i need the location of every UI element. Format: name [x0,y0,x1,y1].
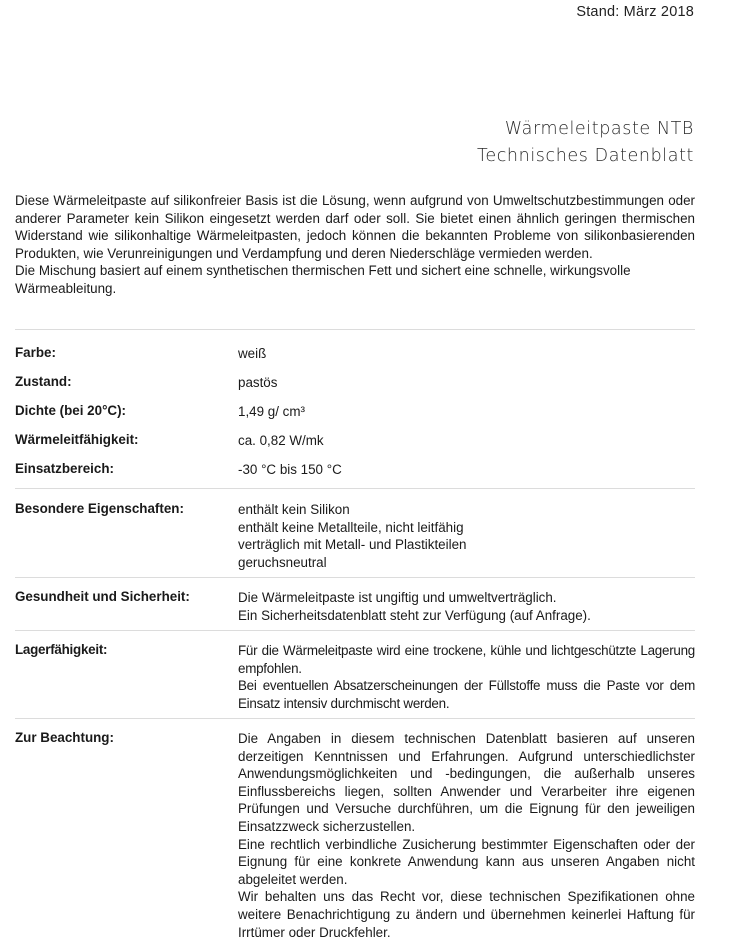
intro-paragraph: Diese Wärmeleitpaste auf silikonfreier Basis ist die Lösung, wenn aufgrund von Umweltschutzbestimmungen oder anderer Parameter kein Silikon eingesetzt werden darf oder soll. Sie bietet einen ähnlich geringen thermischen Widerstand wie silikonhaltige Wärmeleitpasten, jedoch können die bekannten Probleme von silikonbasierenden Produkten, wie Verunreinigungen und Verdampfung und deren Niederschläge vermieden werden. [15,193,695,261]
property-value: ca. 0,82 W/mk [238,433,324,448]
feature-line: verträglich mit Metall- und Plastikteilen [238,537,467,553]
disclaimer-paragraph: Wir behalten uns das Recht vor, diese technischen Spezifikationen ohne weitere Benachrichtigung zu ändern und übernehmen keinerlei Haftung für Irrtümer oder Druckfehler. [238,889,695,940]
section-value [238,589,695,624]
section-value [238,730,695,941]
property-label: Dichte (bei 20°C): [15,403,127,418]
divider [15,718,695,719]
intro-paragraph: Die Mischung basiert auf einem synthetischen thermischen Fett und sichert eine schnelle, wirkungsvolle Wärmeableitung. [15,263,631,296]
revision-date: Stand: März 2018 [576,4,694,20]
section-label: Zur Beachtung: [15,730,114,745]
disclaimer-paragraph: Eine rechtlich verbindliche Zusicherung bestimmter Eigenschaften oder der Eignung für eine konkrete Anwendung kann aus unseren Angaben nicht abgeleitet werden. [238,836,695,887]
section-value [238,501,695,571]
info-line: Ein Sicherheitsdatenblatt steht zur Verfügung (auf Anfrage). [238,607,591,623]
property-label: Zustand: [15,374,72,389]
divider [15,488,695,489]
info-paragraph: Für die Wärmeleitpaste wird eine trockene, kühle und lichtgeschützte Lagerung empfohlen. [238,643,695,676]
divider [15,329,695,330]
section-label: Gesundheit und Sicherheit: [15,589,190,604]
info-line: Die Wärmeleitpaste ist ungiftig und umweltverträglich. [238,590,557,605]
property-label: Einsatzbereich: [15,461,114,476]
divider [15,577,695,578]
property-value: pastös [238,375,278,390]
property-value: weiß [238,346,267,361]
property-value: -30 °C bis 150 °C [238,462,342,477]
section-value [238,642,695,712]
info-paragraph: Bei eventuellen Absatzerscheinungen der Füllstoffe muss die Paste vor dem Einsatz intensiv durchmischt werden. [238,678,695,711]
feature-line: enthält kein Silikon [238,502,350,517]
divider [15,630,695,631]
document-type: Technisches Datenblatt [477,146,694,166]
disclaimer-paragraph: Die Angaben in diesem technischen Datenblatt basieren auf unseren derzeitigen Kenntnissen und Erfahrungen. Aufgrund unterschiedlichster Anwendungsmöglichkeiten und -bedingungen, die außerhalb unseres Einflussbereichs liegen, sollten Anwender und Verarbeiter ihre eigenen Prüfungen und Versuche durchführen, um die Eignung für den jeweiligen Einsatzzweck sicherzustellen. [238,731,695,834]
property-label: Farbe: [15,345,56,360]
feature-line: enthält keine Metallteile, nicht leitfähig [238,519,464,535]
property-label: Wärmeleitfähigkeit: [15,432,139,447]
section-label: Besondere Eigenschaften: [15,501,184,516]
section-label: Lagerfähigkeit: [15,642,108,657]
product-name: Wärmeleitpaste NTB [504,119,694,139]
feature-line: geruchsneutral [238,554,327,570]
document-title [477,116,694,170]
intro-text [15,192,695,298]
property-value: 1,49 g/ cm³ [238,404,305,419]
